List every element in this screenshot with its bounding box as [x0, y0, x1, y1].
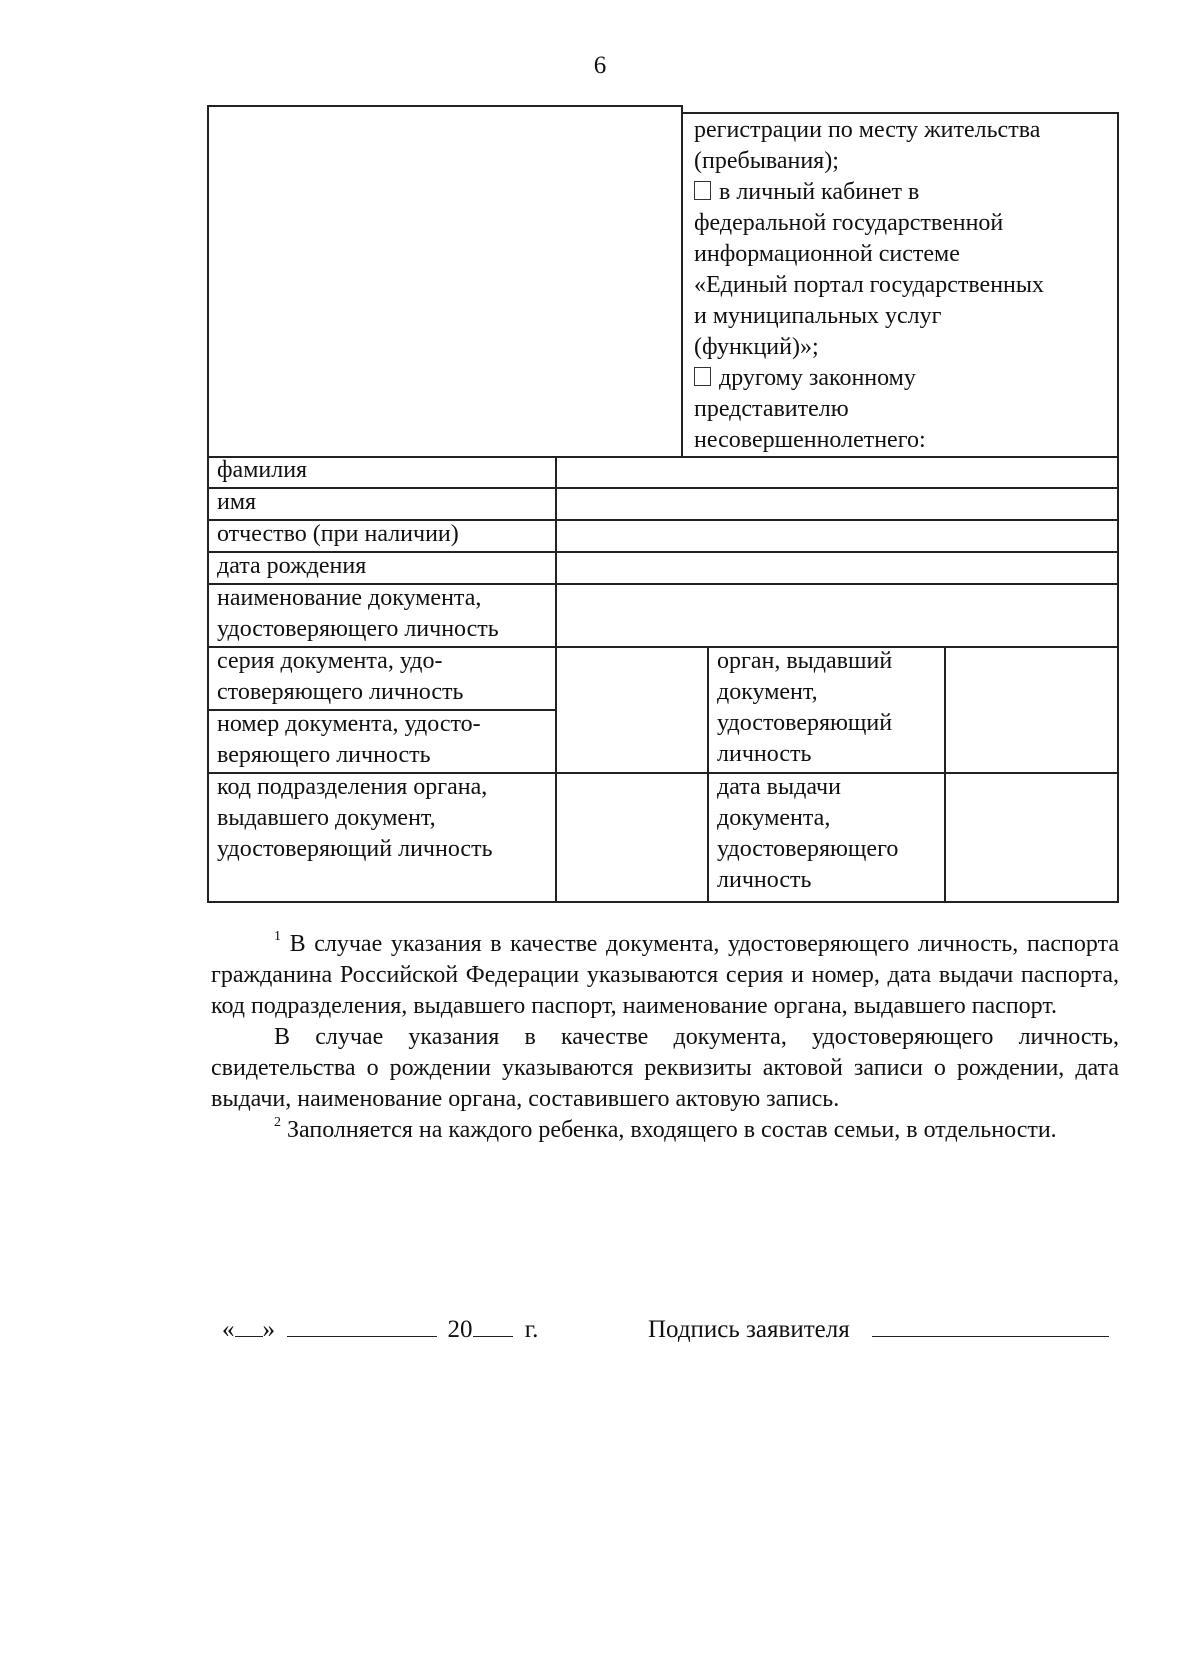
label-patronymic: отчество (при наличии): [217, 521, 459, 547]
label-issue-date: удостоверяющего: [717, 836, 899, 862]
table-border: [681, 112, 1118, 114]
footnote-text: В случае указания в качестве документа, удостоверяющего личность, паспорта гражданина Российской Федерации указываются серия и номер, дата выдачи паспорта, код подразделения, выдавшего паспорт, наименование органа, выдавшего паспорт.: [211, 931, 1120, 1019]
day-blank[interactable]: [235, 1314, 263, 1337]
field-value-issuer[interactable]: [946, 648, 1117, 772]
label-name: имя: [217, 489, 257, 515]
table-border: [681, 105, 683, 456]
label-code: выдавшего документ,: [217, 805, 436, 831]
table-border: [1117, 112, 1119, 902]
date-line: [222, 1314, 538, 1344]
signature-label: Подпись заявителя: [648, 1316, 850, 1343]
table-border: [207, 901, 1119, 903]
label-issuer: орган, выдавший: [717, 648, 893, 674]
label-issue-date: документа,: [717, 805, 831, 831]
close-quote: »: [262, 1316, 275, 1343]
label-series: серия документа, удо-: [217, 648, 443, 674]
option-label: другому законному: [719, 365, 916, 391]
top-block-line: (пребывания);: [694, 148, 839, 174]
top-block-line: представителю: [694, 396, 849, 422]
field-value-number[interactable]: [557, 711, 707, 772]
table-border: [207, 105, 682, 107]
footnote-1: [211, 929, 1119, 1022]
top-block-line: регистрации по месту жительства: [694, 117, 1041, 143]
top-block-line: информационной системе: [694, 241, 960, 267]
label-code: код подразделения органа,: [217, 774, 488, 800]
option-other-representative[interactable]: [694, 363, 916, 394]
label-issuer: личность: [717, 741, 812, 767]
label-surname: фамилия: [217, 457, 308, 483]
option-label: в личный кабинет в: [719, 179, 920, 205]
field-value-issue-date[interactable]: [946, 774, 1117, 901]
field-value-code[interactable]: [557, 774, 707, 901]
field-value-name[interactable]: [557, 489, 1117, 519]
field-value-doc-name[interactable]: [557, 585, 1117, 646]
footnote-mark: 1: [274, 929, 281, 944]
label-number: веряющего личность: [217, 742, 431, 768]
top-block-line: (функций)»;: [694, 334, 819, 360]
top-block-line: «Единый портал государственных: [694, 272, 1045, 298]
option-personal-account[interactable]: [694, 177, 919, 208]
label-issuer: удостоверяющий: [717, 710, 893, 736]
label-issue-date: личность: [717, 867, 812, 893]
year-blank[interactable]: [473, 1314, 513, 1337]
signature-blank[interactable]: [872, 1314, 1109, 1337]
table-border: [707, 646, 709, 902]
footnote-2: [211, 1115, 1119, 1146]
checkbox-icon[interactable]: [694, 181, 711, 200]
label-birth-date: дата рождения: [217, 553, 367, 579]
field-value-birth-date[interactable]: [557, 553, 1117, 583]
footnotes: [211, 929, 1119, 1146]
label-doc-name: удостоверяющего личность: [217, 616, 499, 642]
field-value-patronymic[interactable]: [557, 521, 1117, 551]
field-value-surname[interactable]: [557, 458, 1117, 487]
page-number: 6: [593, 52, 607, 79]
label-series: стоверяющего личность: [217, 679, 464, 705]
year-suffix: г.: [524, 1316, 539, 1343]
checkbox-icon[interactable]: [694, 367, 711, 386]
label-issue-date: дата выдачи: [717, 774, 841, 800]
label-code: удостоверяющий личность: [217, 836, 493, 862]
top-block-line: несовершеннолетнего:: [694, 427, 926, 453]
top-block-line: федеральной государственной: [694, 210, 1004, 236]
footnote-text: В случае указания в качестве документа, удостоверяющего личность, свидетельства о рождении указываются реквизиты актовой записи о рождении, дата выдачи, наименование органа, составившего актовую запись.: [211, 1024, 1119, 1112]
top-block-line: и муниципальных услуг: [694, 303, 942, 329]
year-prefix: 20: [447, 1316, 473, 1343]
footnote-mark: 2: [274, 1115, 281, 1130]
footnote-text: Заполняется на каждого ребенка, входящего в состав семьи, в отдельности.: [287, 1117, 1057, 1143]
signature-line: [648, 1314, 1109, 1344]
table-border: [207, 105, 209, 902]
month-blank[interactable]: [287, 1314, 437, 1337]
label-issuer: документ,: [717, 679, 818, 705]
label-doc-name: наименование документа,: [217, 585, 482, 611]
label-number: номер документа, удосто-: [217, 711, 481, 737]
open-quote: «: [222, 1316, 235, 1343]
footnote-1-continued: [211, 1022, 1119, 1115]
field-value-series[interactable]: [557, 648, 707, 709]
